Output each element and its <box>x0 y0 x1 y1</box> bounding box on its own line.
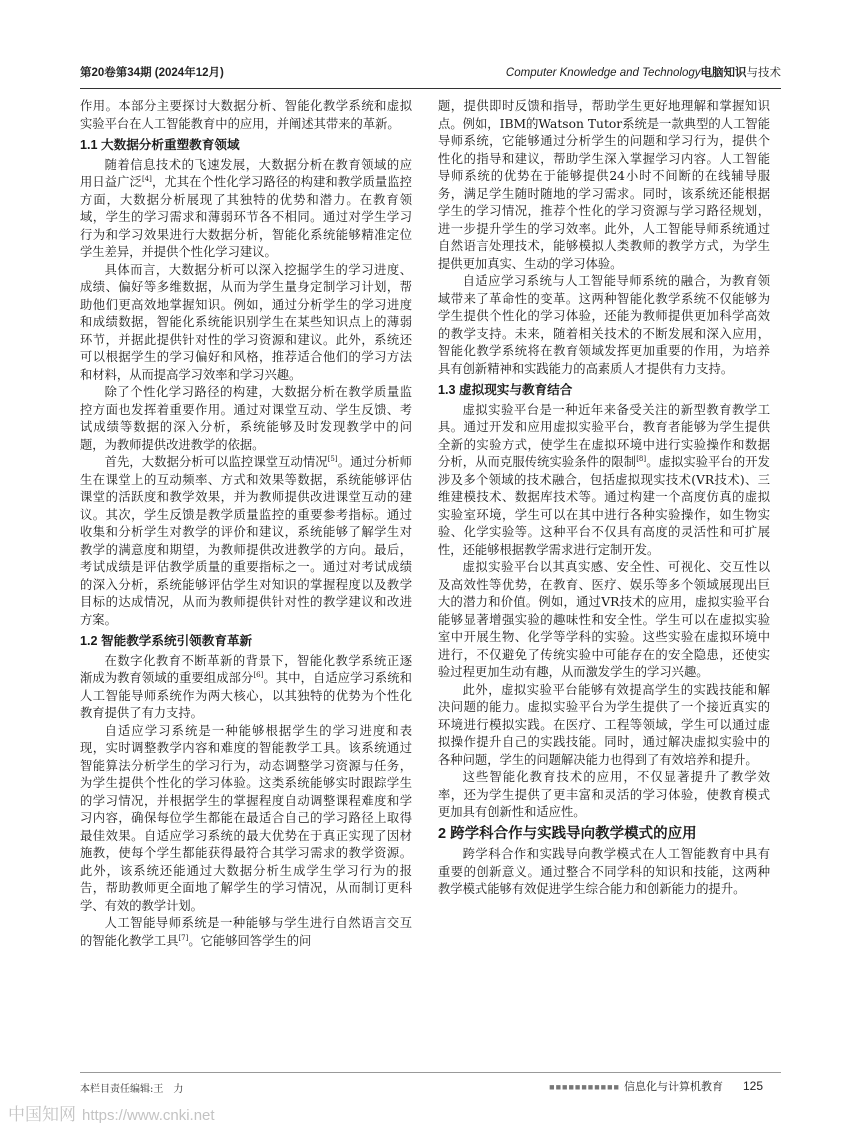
paragraph <box>80 915 412 950</box>
left-column <box>80 98 412 950</box>
paragraph <box>80 653 412 723</box>
paragraph-intro: 作用。本部分主要探讨大数据分析、智能化教学系统和虚拟实验平台在人工智能教育中的应用，并阐述其带来的革新。 <box>80 99 412 131</box>
paragraph-text: 虚拟实验平台是一种近年来备受关注的新型教育教学工具。通过开发和应用虚拟实验平台，教育者能够为学生提供全新的实验方式，使学生在虚拟环境中进行实验操作和数据分析，从而克服传统实验条件的限制 <box>438 402 770 469</box>
paragraph-text: 。它能够回答学生的问 <box>188 933 312 948</box>
paragraph <box>80 157 412 262</box>
paragraph: 具体而言，大数据分析可以深入挖掘学生的学习进度、成绩、偏好等多维数据，从而为学生量身定制学习计划，帮助他们更高效地掌握知识。例如，通过分析学生的学习进度和成绩数据，智能化系统能识别学生在某些知识点上的薄弱环节，并据此提供针对性的学习资源和建议。此外，系统还可以根据学生的学习偏好和风格，推荐适合他们的学习方法和材料，从而提高学习效率和学习兴趣。 <box>80 262 412 382</box>
footer-divider <box>80 1072 781 1073</box>
watermark-cn: 中国知网 <box>8 1105 76 1124</box>
footer-dots: ■■■■■■■■■■■ <box>549 1082 620 1092</box>
journal-title-tail: 与技术 <box>746 67 781 79</box>
running-header <box>80 64 781 86</box>
citation: [7] <box>178 933 189 942</box>
section-heading-1-2: 1.2 智能教学系统引领教育革新 <box>80 634 253 648</box>
paragraph: 跨学科合作和实践导向教学模式在人工智能教育中具有重要的创新意义。通过整合不同学科的知识和技能，这两种教学模式能够有效促进学生综合能力和创新能力的提升。 <box>438 847 770 896</box>
cnki-watermark <box>8 1100 215 1125</box>
paragraph: 自适应学习系统与人工智能导师系统的融合，为教育领域带来了革命性的变革。这两种智能化教学系统不仅能够为学生提供个性化的学习体验，还能为教师提供更加科学高效的教学支持。未来，随着相关技术的不断发展和深入应用，智能化教学系统将在教育领域发挥更加重要的作用，为培养具有创新精神和实践能力的高素质人才提供有力支持。 <box>438 274 770 376</box>
watermark-url: https://www.cnki.net <box>82 1107 215 1124</box>
header-divider <box>80 88 781 89</box>
footer-section-title: 信息化与计算机教育 <box>623 1081 723 1093</box>
paragraph-text: ，尤其在个性化学习路径的构建和教学质量监控方面，大数据分析展现了其独特的优势和潜力。在教育领域，学生的学习需求和薄弱环节各不相同。通过对学生学习行为和学习效果进行大数据分析，智能化系统能够精准定位学生差异，并提供个性化学习建议。 <box>80 175 412 259</box>
page-number: 125 <box>742 1079 763 1093</box>
paragraph-text: 。其中，自适应学习系统和人工智能导师系统作为两大核心，以其独特的优势为个性化教育提供了有力支持。 <box>80 671 412 720</box>
paragraph-text: 在数字化教育不断革新的背景下，智能化教学系统正逐渐成为教育领域的重要组成部分 <box>80 653 412 685</box>
paragraph <box>80 454 412 629</box>
section-heading-2: 2 跨学科合作与实践导向教学模式的应用 <box>438 825 697 842</box>
citation: [6] <box>253 670 264 679</box>
citation: [8] <box>636 454 647 463</box>
paragraph: 虚拟实验平台以其真实感、安全性、可视化、交互性以及高效性等优势，在教育、医疗、娱乐等多个领域展现出巨大的潜力和价值。例如，通过VR技术的应用，虚拟实验平台能够显著增强实验的趣味性和安全性。学生可以在虚拟实验室中开展生物、化学等学科的实验。这些实验在虚拟环境中进行，不仅避免了传统实验中可能存在的安全隐患，还使实验过程更加生动有趣，从而激发学生的学习兴趣。 <box>438 560 770 679</box>
paragraph-text: 随着信息技术的飞速发展，大数据分析在教育领域的应用日益广泛 <box>80 157 412 189</box>
paragraph-text: 。虚拟实验平台的开发涉及多个领域的技术融合，包括虚拟现实技术(VR技术)、三维建模技术、数据库技术等。通过构建一个高度仿真的虚拟实验室环境，学生可以在其中进行各种实验操作，如生物实验、化学实验等。这种平台不仅具有高度的灵活性和可扩展性，还能够根据教学需求进行定制开发。 <box>438 455 770 557</box>
journal-title <box>506 64 781 80</box>
paragraph: 除了个性化学习路径的构建，大数据分析在教学质量监控方面也发挥着重要作用。通过对课堂互动、学生反馈、考试成绩等数据的深入分析，系统能够及时发现教学中的问题，为教师提供改进教学的依据。 <box>80 385 412 452</box>
editor-credit: 本栏目责任编辑:王 力 <box>80 1084 184 1095</box>
paragraph: 自适应学习系统是一种能够根据学生的学习进度和表现，实时调整教学内容和难度的智能教学工具。该系统通过智能算法分析学生的学习行为，动态调整学习资源与任务，为学生提供个性化的学习体验。这类系统能够实时跟踪学生的学习情况，并根据学生的掌握程度自动调整课程难度和学习内容，确保每位学生都能在最适合自己的学习路径上取得最佳效果。自适应学习系统的最大优势在于真正实现了因材施教，使每个学生都能获得最符合其学习需求的教学资源。此外，该系统还能通过大数据分析生成学生学习行为的报告，帮助教师更全面地了解学生的学习情况，从而制订更科学、有效的教学计划。 <box>80 723 412 913</box>
paragraph: 此外，虚拟实验平台能够有效提高学生的实践技能和解决问题的能力。虚拟实验平台为学生提供了一个接近真实的环境进行模拟实践。在医疗、工程等领域，学生可以通过虚拟操作提升自己的实践技能。同时，通过解决虚拟实验中的各种问题，学生的问题解决能力也得到了有效培养和提升。 <box>438 682 770 767</box>
citation: [5] <box>327 454 338 463</box>
paragraph: 这些智能化教育技术的应用，不仅显著提升了教学效率，还为学生提供了更丰富和灵活的学习体验，使教育模式更加具有创新性和适应性。 <box>438 770 770 819</box>
paragraph-text: 人工智能导师系统是一种能够与学生进行自然语言交互的智能化教学工具 <box>80 916 412 948</box>
journal-title-en: Computer Knowledge and Technology <box>505 67 701 79</box>
right-column <box>438 98 770 899</box>
section-heading-1-3: 1.3 虚拟现实与教育结合 <box>438 383 573 397</box>
footer-section <box>549 1078 763 1094</box>
paragraph-text: 首先，大数据分析可以监控课堂互动情况 <box>104 455 328 469</box>
paragraph-text: 。通过分析师生在课堂上的互动频率、方式和效果等数据，系统能够评估课堂的活跃度和教学效果，并为教师提供改进课堂互动的建议。其次，学生反馈是教学质量监控的重要参考指标。通过收集和分析学生对教学的评价和建议，系统能够了解学生对教学的满意度和期望，为教师提供改进教学的方向。最后，考试成绩是评估教学质量的重要指标之一。通过对考试成绩的深入分析，系统能够评估学生对知识的掌握程度以及教学目标的达成情况，从而为教师提供针对性的教学建议和改进方案。 <box>80 455 412 627</box>
paragraph: 题，提供即时反馈和指导，帮助学生更好地理解和掌握知识点。例如，IBM的Watson Tutor系统是一款典型的人工智能导师系统，它能够通过分析学生的问题和学习行为，提供个性化的指导和建议，帮助学生深入掌握学习内容。人工智能导师系统的优势在于能够提供24小时不间断的在线辅导服务，满足学生随时随地的学习需求。同时，该系统还能根据学生的学习情况，推荐个性化的学习资源与学习路径规划，进一步提升学生的学习效率。此外，人工智能导师系统通过自然语言处理技术，能够模拟人类教师的教学方式，为学生提供更加真实、生动的学习体验。 <box>438 99 770 271</box>
section-heading-1-1: 1.1 大数据分析重塑教育领域 <box>80 138 240 152</box>
issue-info: 第20卷第34期 (2024年12月) <box>80 67 224 79</box>
paragraph <box>438 402 770 560</box>
citation: [4] <box>141 174 152 183</box>
journal-title-cn: 电脑知识 <box>700 67 747 79</box>
